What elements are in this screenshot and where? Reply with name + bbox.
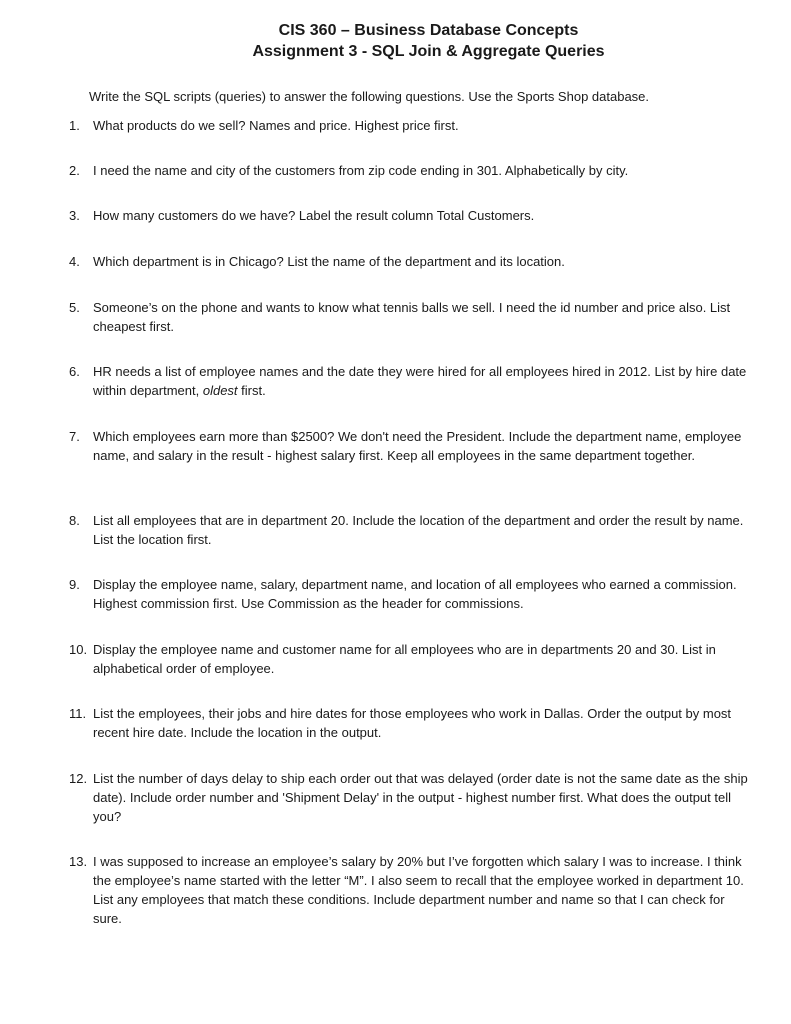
question-number: 5.	[69, 300, 80, 315]
question-number: 7.	[69, 429, 80, 444]
question-number: 1.	[69, 118, 80, 133]
question-text: List all employees that are in department 20. Include the location of the department and order the result by name. List the location first.	[93, 513, 744, 547]
question-text: Display the employee name and customer name for all employees who are in departments 20 and 30. List in alphabetical order of employee.	[93, 642, 716, 676]
emphasis-oldest: oldest	[202, 383, 238, 398]
question-number: 11.	[69, 706, 87, 721]
question-number: 12.	[69, 771, 88, 786]
question-number: 6.	[69, 364, 80, 379]
question-number: 9.	[69, 577, 80, 592]
question-text: Which department is in Chicago? List the name of the department and its location.	[93, 254, 565, 269]
question-text-start: HR needs a list of employee names and the date they were hired for all employees hired in 2012. List by hire date within department,	[93, 364, 747, 398]
question-text: What products do we sell? Names and price. Highest price first.	[93, 118, 459, 133]
course-title: CIS 360 – Business Database Concepts	[278, 22, 579, 39]
title-block	[0, 20, 791, 62]
question-text: List the number of days delay to ship each order out that was delayed (order date is not the same date as the ship date). Include order number and 'Shipment Delay' in the output - highest number first. What does the output tell you?	[93, 771, 748, 824]
question-text: I was supposed to increase an employee’s salary by 20% but I’ve forgotten which salary I was to increase. I think the employee’s name started with the letter “M”. I also seem to recall that the employee worked in department 10. List any employees that match these conditions. Include department number and name so that I can check for sure.	[93, 854, 744, 926]
question-text	[93, 362, 748, 400]
question-number: 13.	[69, 854, 88, 869]
question-text: List the employees, their jobs and hire dates for those employees who work in Dallas. Order the output by most recent hire date. Include the location in the output.	[93, 706, 732, 740]
question-text: How many customers do we have? Label the result column Total Customers.	[93, 208, 535, 223]
question-number: 3.	[69, 208, 80, 223]
question-number: 2.	[69, 163, 80, 178]
instructions-text: Write the SQL scripts (queries) to answer the following questions. Use the Sports Shop database.	[89, 89, 650, 104]
question-number: 8.	[69, 513, 80, 528]
question-text: Display the employee name, salary, department name, and location of all employees who earned a commission. Highest commission first. Use Commission as the header for commissions.	[93, 577, 737, 611]
assignment-title: Assignment 3 - SQL Join & Aggregate Queries	[252, 43, 605, 60]
question-text-end: first.	[237, 383, 266, 398]
question-text: Which employees earn more than $2500? We don't need the President. Include the department name, employee name, and salary in the result - highest salary first. Keep all employees in the same department together.	[93, 429, 742, 463]
question-number: 10.	[69, 642, 88, 657]
question-number: 4.	[69, 254, 80, 269]
question-text: Someone’s on the phone and wants to know what tennis balls we sell. I need the id number and price also. List cheapest first.	[93, 300, 731, 334]
question-text: I need the name and city of the customers from zip code ending in 301. Alphabetically by city.	[93, 163, 629, 178]
